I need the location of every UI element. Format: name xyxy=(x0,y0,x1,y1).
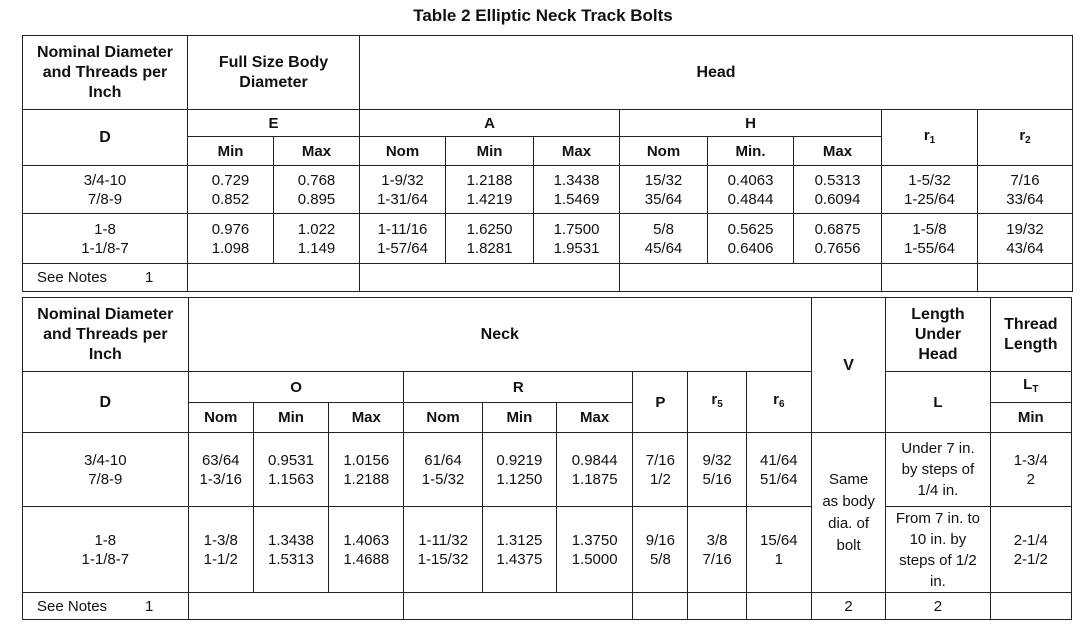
h-min-value: 0.5625 0.6406 xyxy=(708,214,794,264)
nominal-diameter-header: Nominal Diameter and Threads per Inch xyxy=(23,298,189,372)
a-nom-value: 1-11/16 1-57/64 xyxy=(360,214,446,264)
a-min-value: 1.2188 1.4219 xyxy=(446,166,534,214)
table-title: Table 2 Elliptic Neck Track Bolts xyxy=(413,6,673,25)
lt-value: 1-3/4 2 xyxy=(990,433,1071,507)
p-value: 9/16 5/8 xyxy=(633,507,688,593)
d-header: D xyxy=(23,110,188,166)
r2-value: 19/32 43/64 xyxy=(978,214,1073,264)
r-max-value: 1.3750 1.5000 xyxy=(557,507,633,593)
h-nom-value: 15/32 35/64 xyxy=(620,166,708,214)
notes-row xyxy=(23,593,1072,620)
empty-cell xyxy=(188,593,404,620)
a-min-header: Min xyxy=(446,137,534,166)
lt-min-header: Min xyxy=(990,403,1071,433)
a-max-value: 1.7500 1.9531 xyxy=(534,214,620,264)
table-row xyxy=(23,166,1073,214)
o-max-header: Max xyxy=(329,403,404,433)
o-max-value: 1.0156 1.2188 xyxy=(329,433,404,507)
h-min-header: Min. xyxy=(708,137,794,166)
head-dimensions-table xyxy=(22,35,1073,292)
lt-header: $L_T$ xyxy=(990,372,1071,403)
empty-cell xyxy=(633,593,688,620)
r6-value: 15/64 1 xyxy=(746,507,811,593)
r-min-value: 0.9219 1.1250 xyxy=(482,433,556,507)
a-nom-header: Nom xyxy=(360,137,446,166)
h-header: H xyxy=(620,110,882,137)
r-max-value: 0.9844 1.1875 xyxy=(557,433,633,507)
r-nom-value: 1-11/32 1-15/32 xyxy=(404,507,482,593)
l-note: 2 xyxy=(886,593,990,620)
table-row xyxy=(23,433,1072,507)
full-size-body-diameter-header: Full Size Body Diameter xyxy=(188,36,360,110)
r1-value: 1-5/32 1-25/64 xyxy=(882,166,978,214)
r5-value: 9/32 5/16 xyxy=(688,433,746,507)
e-max-value: 0.768 0.895 xyxy=(274,166,360,214)
head-header: Head xyxy=(360,36,1073,110)
r-nom-header: Nom xyxy=(404,403,482,433)
r-min-value: 1.3125 1.4375 xyxy=(482,507,556,593)
o-nom-header: Nom xyxy=(188,403,253,433)
o-header: O xyxy=(188,372,404,403)
p-value: 7/16 1/2 xyxy=(633,433,688,507)
length-under-head-header: Length Under Head xyxy=(886,298,990,372)
r6-value: 41/64 51/64 xyxy=(746,433,811,507)
p-header: P xyxy=(633,372,688,433)
see-notes-cell: See Notes 1 xyxy=(23,593,189,620)
r-header: R xyxy=(404,372,633,403)
empty-cell xyxy=(360,264,620,292)
v-header: V xyxy=(811,298,885,433)
notes-row xyxy=(23,264,1073,292)
nominal-diameter-header: Nominal Diameter and Threads per Inch xyxy=(23,36,188,110)
thread-length-header: Thread Length xyxy=(990,298,1071,372)
e-max-value: 1.022 1.149 xyxy=(274,214,360,264)
empty-cell xyxy=(990,593,1071,620)
a-max-header: Max xyxy=(534,137,620,166)
h-nom-value: 5/8 45/64 xyxy=(620,214,708,264)
o-min-value: 0.9531 1.1563 xyxy=(253,433,328,507)
empty-cell xyxy=(188,264,360,292)
table-row xyxy=(23,214,1073,264)
r1-header: $r_1$ xyxy=(882,110,978,166)
r-nom-value: 61/64 1-5/32 xyxy=(404,433,482,507)
o-max-value: 1.4063 1.4688 xyxy=(329,507,404,593)
r6-header: $r_6$ xyxy=(746,372,811,433)
r2-header: $r_2$ xyxy=(978,110,1073,166)
o-min-header: Min xyxy=(253,403,328,433)
e-min-value: 0.976 1.098 xyxy=(188,214,274,264)
r5-header: $r_5$ xyxy=(688,372,746,433)
v-value: Same as body dia. of bolt xyxy=(811,433,885,593)
h-max-header: Max xyxy=(794,137,882,166)
lt-value: 2-1/4 2-1/2 xyxy=(990,507,1071,593)
r5-value: 3/8 7/16 xyxy=(688,507,746,593)
d-value: 3/4-10 7/8-9 xyxy=(23,433,189,507)
l-value: From 7 in. to 10 in. by steps of 1/2 in. xyxy=(886,507,990,593)
h-max-value: 0.6875 0.7656 xyxy=(794,214,882,264)
r1-value: 1-5/8 1-55/64 xyxy=(882,214,978,264)
h-min-value: 0.4063 0.4844 xyxy=(708,166,794,214)
e-max-header: Max xyxy=(274,137,360,166)
o-nom-value: 1-3/8 1-1/2 xyxy=(188,507,253,593)
o-nom-value: 63/64 1-3/16 xyxy=(188,433,253,507)
r2-value: 7/16 33/64 xyxy=(978,166,1073,214)
e-header: E xyxy=(188,110,360,137)
r-max-header: Max xyxy=(557,403,633,433)
empty-cell xyxy=(404,593,633,620)
empty-cell xyxy=(688,593,746,620)
a-min-value: 1.6250 1.8281 xyxy=(446,214,534,264)
empty-cell xyxy=(620,264,882,292)
e-min-header: Min xyxy=(188,137,274,166)
empty-cell xyxy=(978,264,1073,292)
r-min-header: Min xyxy=(482,403,556,433)
neck-header: Neck xyxy=(188,298,811,372)
empty-cell xyxy=(882,264,978,292)
l-header: L xyxy=(886,372,990,433)
h-max-value: 0.5313 0.6094 xyxy=(794,166,882,214)
a-max-value: 1.3438 1.5469 xyxy=(534,166,620,214)
a-header: A xyxy=(360,110,620,137)
neck-dimensions-table xyxy=(22,297,1072,620)
l-value: Under 7 in. by steps of 1/4 in. xyxy=(886,433,990,507)
o-min-value: 1.3438 1.5313 xyxy=(253,507,328,593)
h-nom-header: Nom xyxy=(620,137,708,166)
a-nom-value: 1-9/32 1-31/64 xyxy=(360,166,446,214)
d-header: D xyxy=(23,372,189,433)
table-row xyxy=(23,507,1072,593)
e-min-value: 0.729 0.852 xyxy=(188,166,274,214)
v-note: 2 xyxy=(811,593,885,620)
d-value: 1-8 1-1/8-7 xyxy=(23,507,189,593)
d-value: 3/4-10 7/8-9 xyxy=(23,166,188,214)
see-notes-cell: See Notes 1 xyxy=(23,264,188,292)
d-value: 1-8 1-1/8-7 xyxy=(23,214,188,264)
empty-cell xyxy=(746,593,811,620)
